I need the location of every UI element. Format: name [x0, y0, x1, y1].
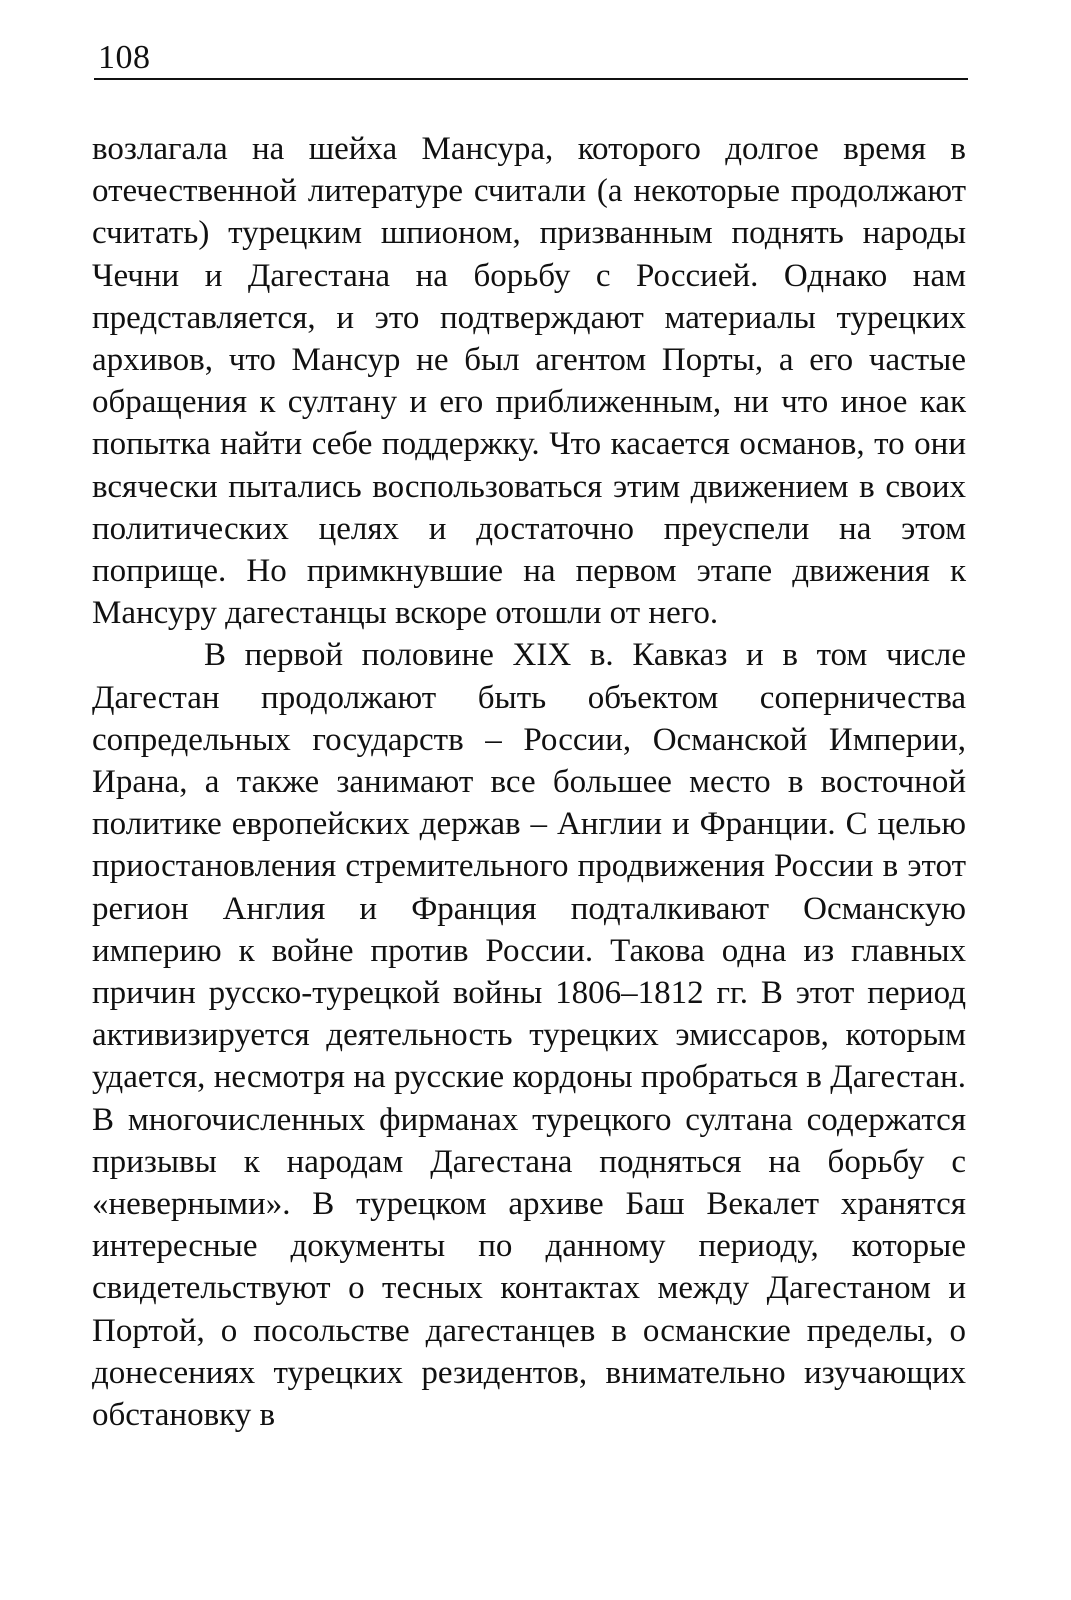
page-number: 108 [98, 39, 151, 76]
paragraph-2: В первой половине XIX в. Кавказ и в том числе Дагестан продолжают быть объектом соперничества сопредельных государств – России, Османской Империи, Ирана, а также занимают все большее место в восточной политике европейских держав – Англии и Франции. С целью приостановления стремительного продвижения России в этот регион Англия и Франция подталкивают Османскую империю к войне против России. Такова одна из главных причин русско-турецкой войны 1806–1812 гг. В этот период активизируется деятельность турецких эмиссаров, которым удается, несмотря на русские кордоны пробраться в Дагестан. В многочисленных фирманах турецкого султана содержатся призывы к народам Дагестана подняться на борьбу с «неверными». В турецком архиве Баш Векалет хранятся интересные документы по данному периоду, которые свидетельствуют о тесных контактах между Дагестаном и Портой, о посольстве дагестанцев в османские пределы, о донесениях турецких резидентов, внимательно изучающих обстановку в [92, 637, 966, 1434]
body-text [92, 128, 966, 1436]
header-rule [94, 78, 968, 80]
paragraph-1: возлагала на шейха Мансура, которого долгое время в отечественной литературе считали (а некоторые продолжают считать) турецким шпионом, призванным поднять народы Чечни и Дагестана на борьбу с Россией. Однако нам представляется, и это подтверждают материалы турецких архивов, что Мансур не был агентом Порты, а его частые обращения к султану и его приближенным, ни что иное как попытка найти себе поддержку. Что касается османов, то они всячески пытались воспользоваться этим движением в своих политических целях и достаточно преуспели на этом поприще. Но примкнувшие на первом этапе движения к Мансуру дагестанцы вскоре отошли от него. [92, 131, 966, 632]
